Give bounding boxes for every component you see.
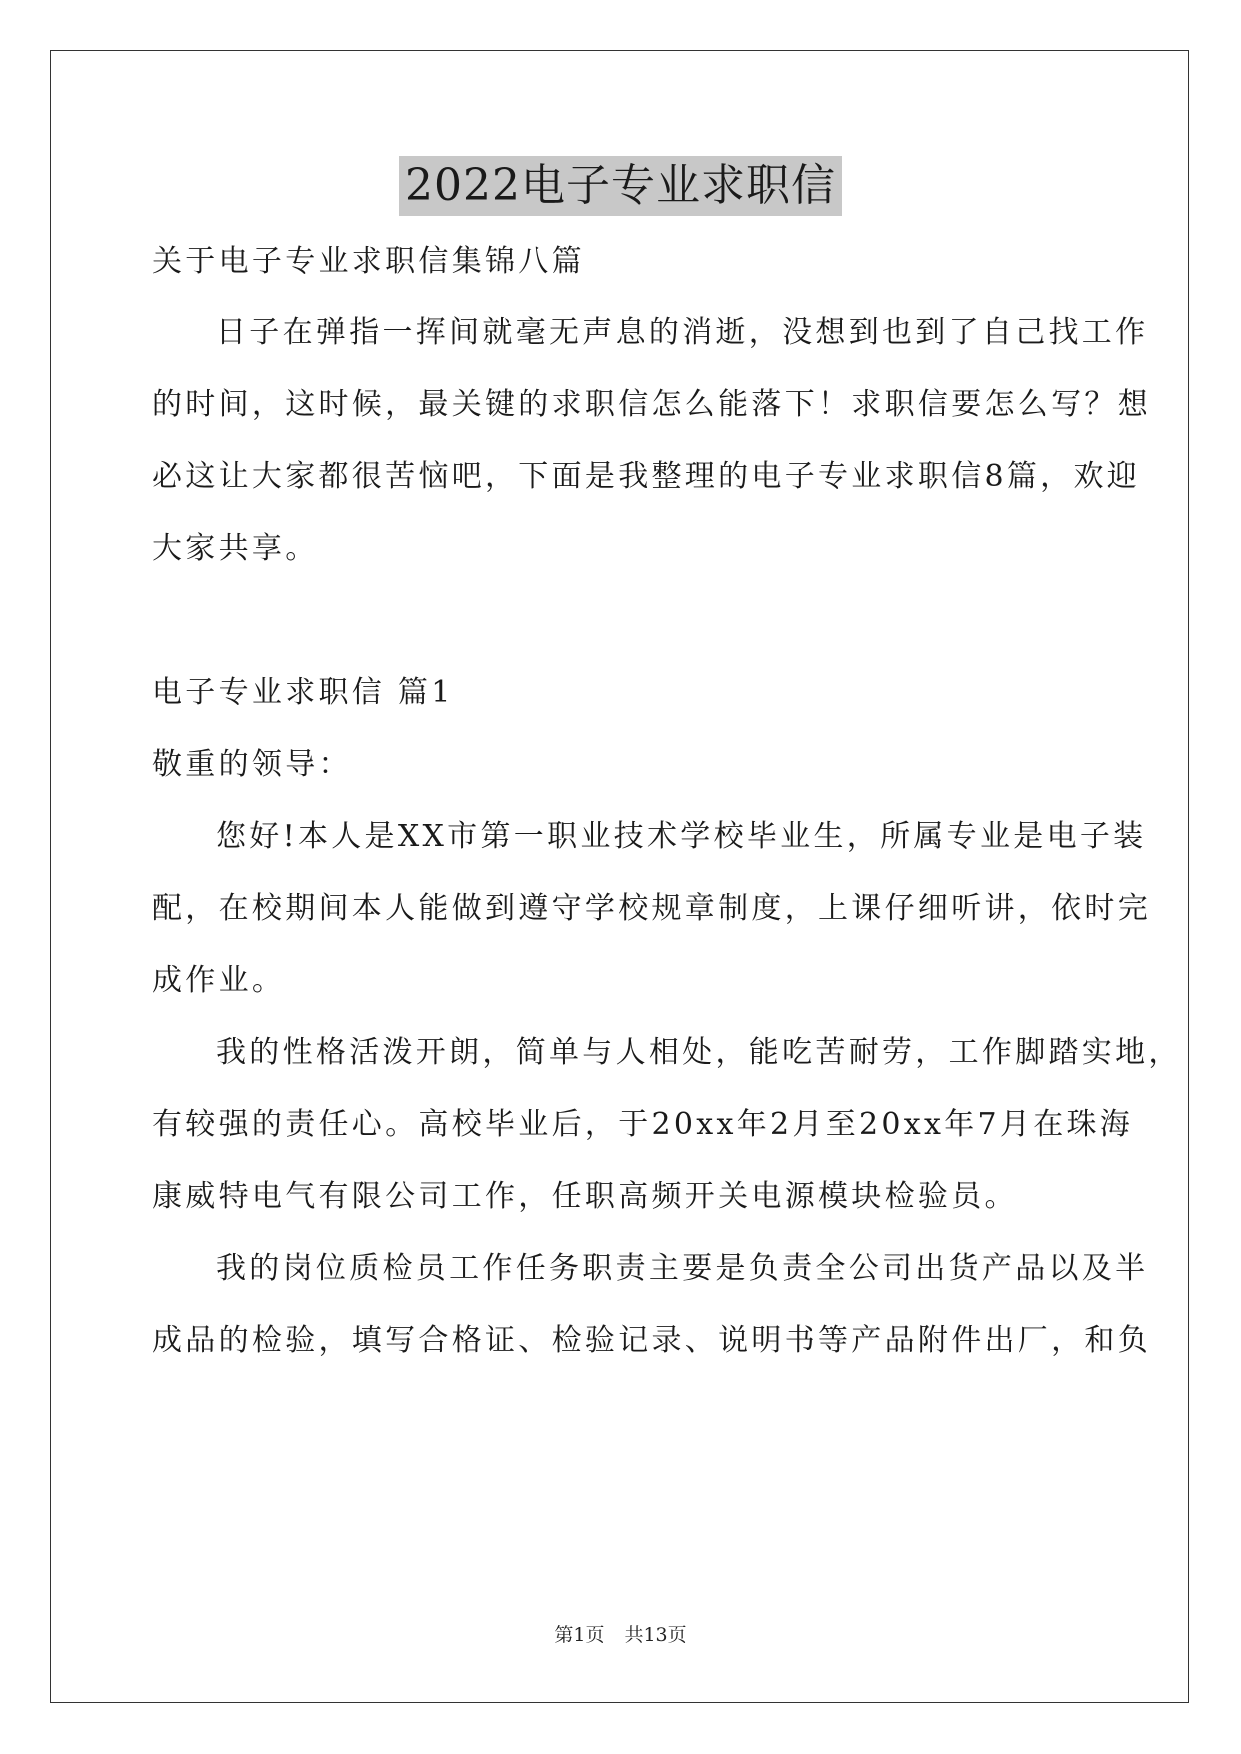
title-container — [0, 156, 1241, 216]
section-heading: 电子专业求职信 篇1 — [152, 675, 454, 710]
salutation-line: 敬重的领导： — [152, 747, 352, 782]
paragraph-line: 我的岗位质检员工作任务职责主要是负责全公司出货产品以及半 — [216, 1251, 1149, 1286]
paragraph-line: 成作业。 — [152, 963, 286, 998]
page-footer — [0, 1623, 1241, 1647]
paragraph-line: 成品的检验，填写合格证、检验记录、说明书等产品附件出厂，和负 — [152, 1323, 1151, 1358]
paragraph-line: 配，在校期间本人能做到遵守学校规章制度，上课仔细听讲，依时完 — [152, 891, 1151, 926]
paragraph-line: 您好!本人是XX市第一职业技术学校毕业生，所属专业是电子装 — [216, 819, 1147, 854]
paragraph-line: 我的性格活泼开朗，简单与人相处，能吃苦耐劳，工作脚踏实地， — [216, 1035, 1182, 1070]
subtitle-line: 关于电子专业求职信集锦八篇 — [152, 244, 585, 279]
page-number: 第1页 — [554, 1624, 605, 1646]
page-frame — [50, 50, 1189, 1703]
paragraph-line: 必这让大家都很苦恼吧，下面是我整理的电子专业求职信8篇，欢迎 — [152, 459, 1141, 494]
page-total: 共13页 — [624, 1624, 687, 1646]
paragraph-line: 日子在弹指一挥间就毫无声息的消逝，没想到也到了自己找工作 — [216, 315, 1149, 350]
paragraph-line: 康威特电气有限公司工作，任职高频开关电源模块检验员。 — [152, 1179, 1018, 1214]
paragraph-line: 的时间，这时候，最关键的求职信怎么能落下！求职信要怎么写？想 — [152, 387, 1151, 422]
document-title: 2022电子专业求职信 — [399, 156, 842, 216]
paragraph-line: 大家共享。 — [152, 531, 319, 566]
paragraph-line: 有较强的责任心。高校毕业后，于20xx年2月至20xx年7月在珠海 — [152, 1107, 1134, 1142]
